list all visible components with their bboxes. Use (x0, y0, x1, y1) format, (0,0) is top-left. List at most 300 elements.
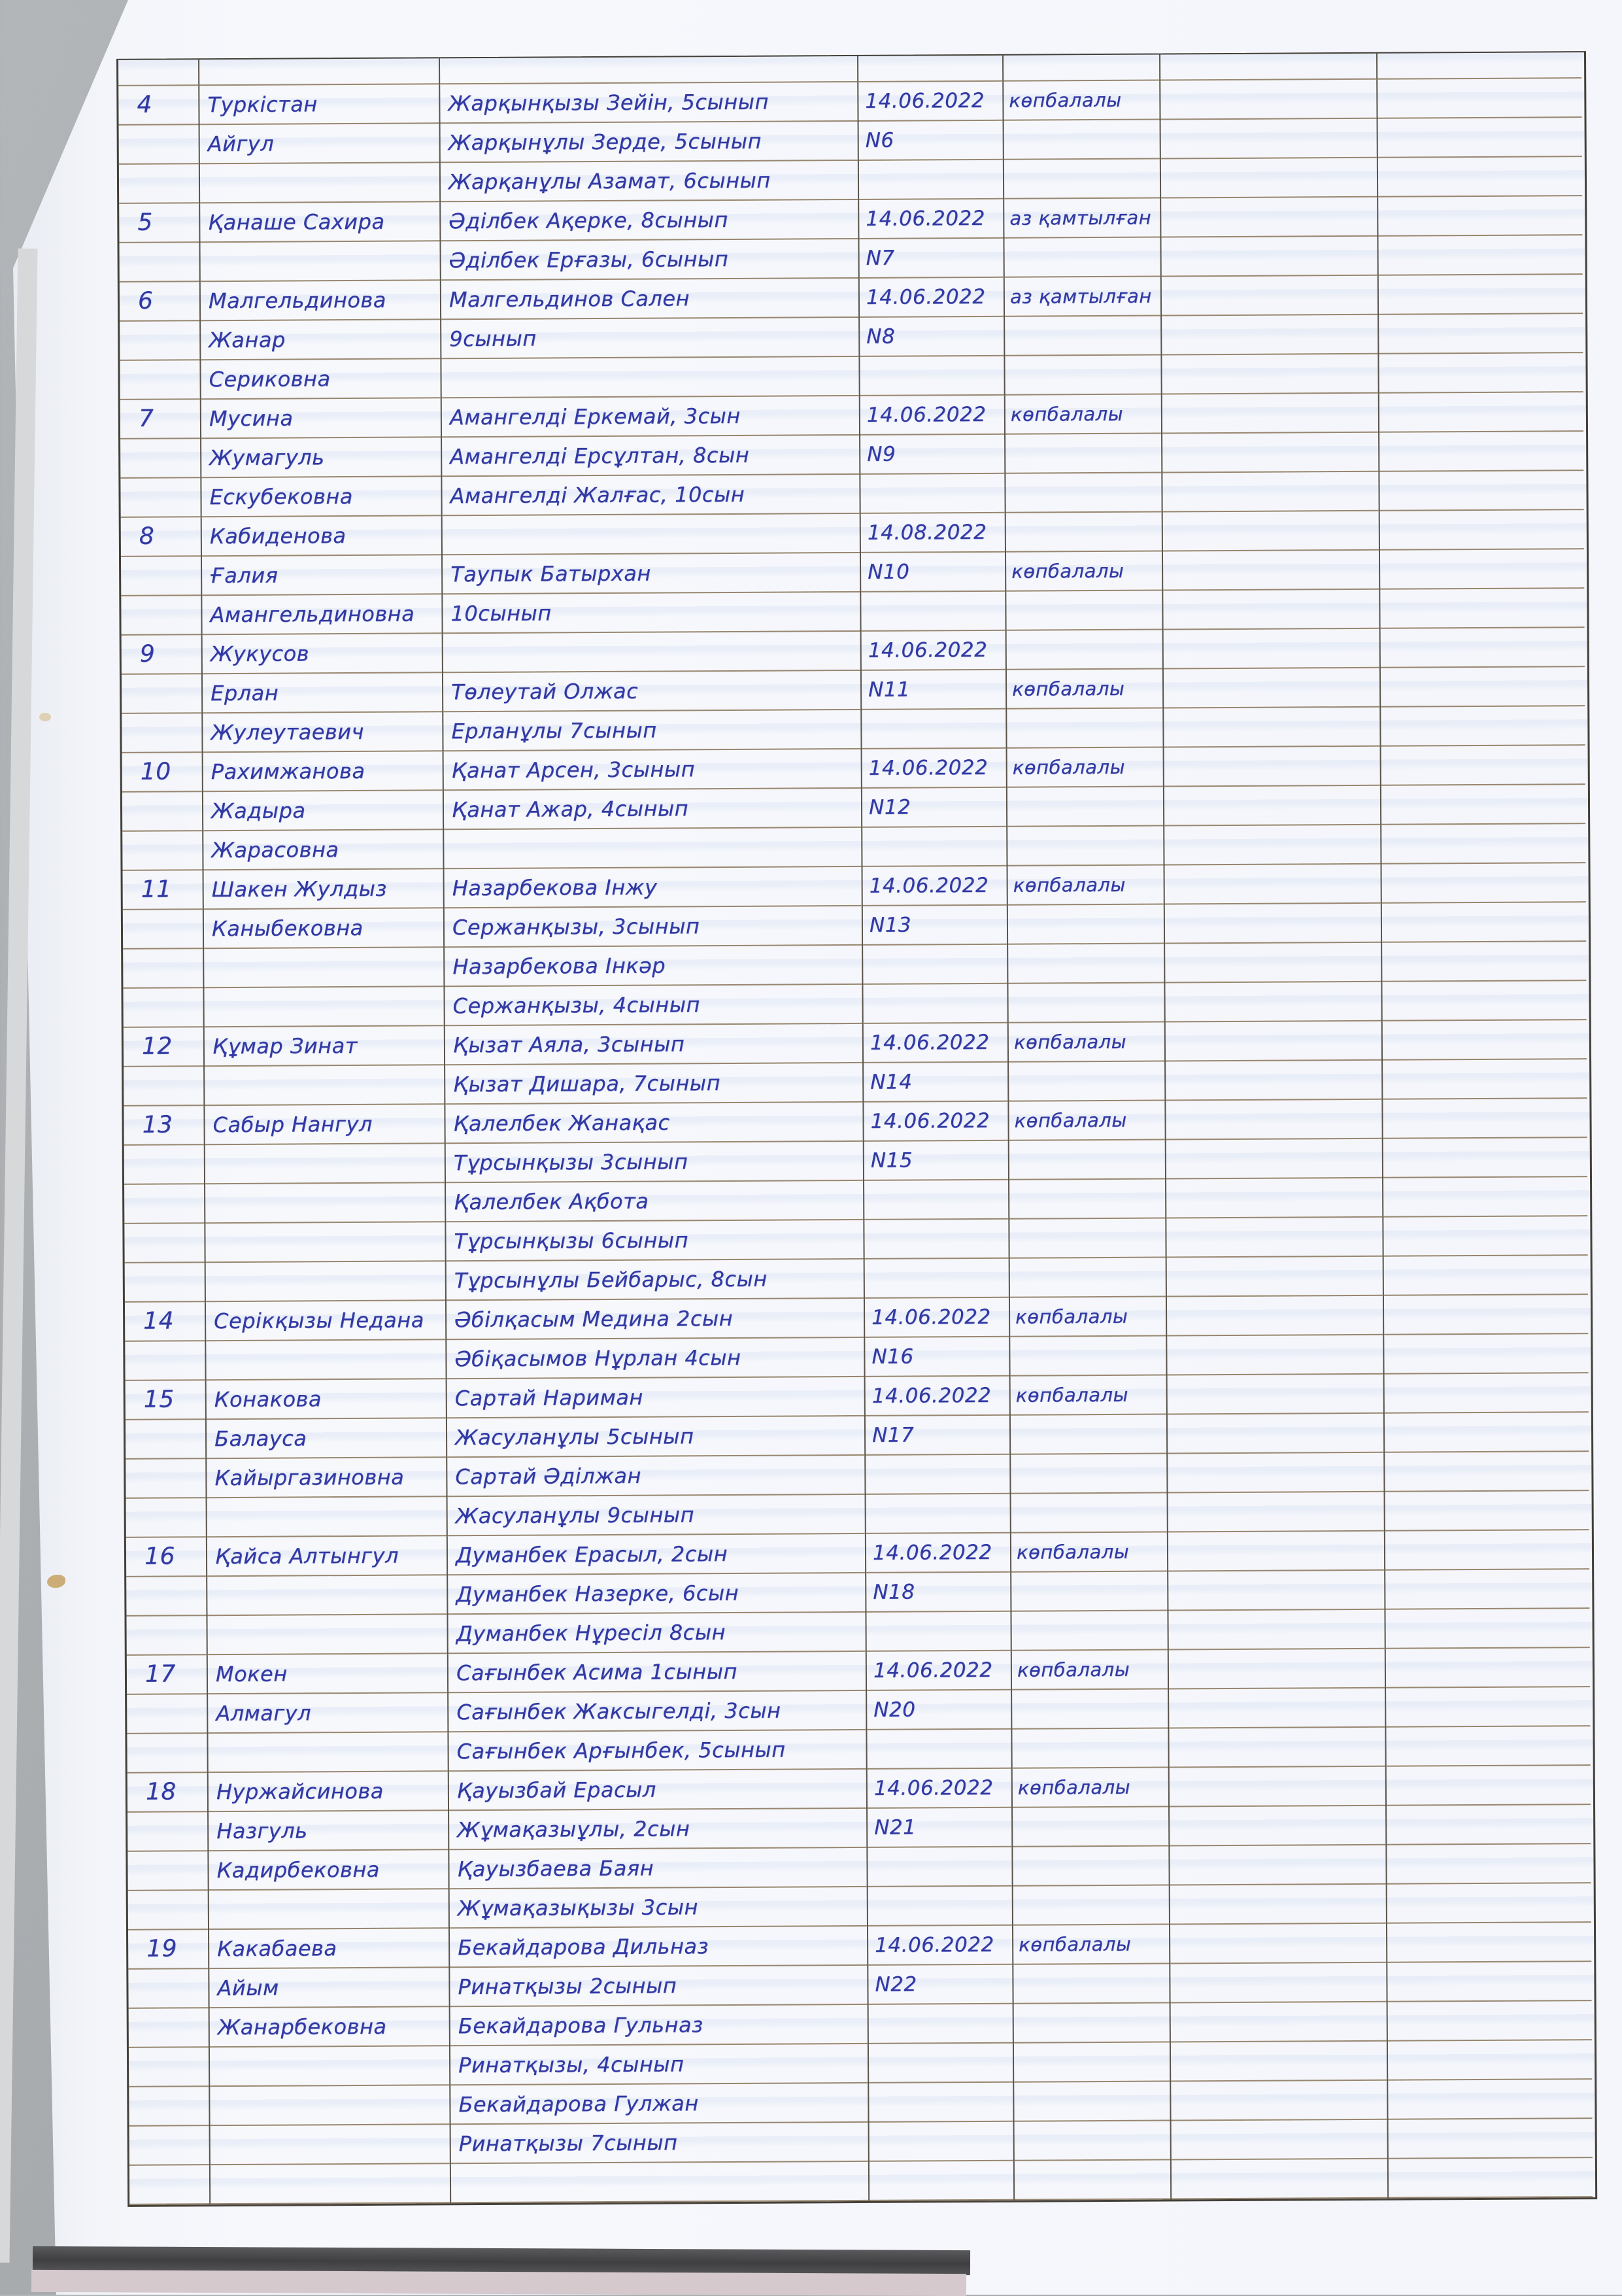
date-cell (866, 1377, 1011, 1534)
handwritten-text: көпбалалы (1011, 1376, 1166, 1416)
handwritten-text: 14.06.2022 (867, 1651, 1011, 1691)
children-cell (449, 1770, 868, 1928)
handwritten-text: 14.06.2022 (862, 631, 1005, 671)
empty-line (1161, 197, 1377, 238)
empty-line (1005, 473, 1161, 513)
empty-cell (1377, 52, 1581, 80)
handwritten-text: Малгельдинова (201, 281, 440, 321)
handwritten-text: Туркістан (199, 84, 439, 125)
handwritten-text: Каныбековна (204, 908, 443, 949)
handwritten-text: Жадыра (203, 791, 443, 831)
empty-line (1014, 2003, 1170, 2043)
empty-line (124, 1224, 204, 1263)
empty-line (1168, 1453, 1383, 1494)
table-row (126, 1373, 1592, 1538)
empty-line (860, 474, 1004, 514)
parent-name-cell (201, 281, 442, 400)
empty-line (1161, 119, 1377, 160)
empty-cell (1160, 54, 1377, 81)
empty-cell (1161, 197, 1379, 277)
empty-line (1166, 1178, 1382, 1219)
handwritten-text: 9 (122, 635, 201, 675)
parent-name-cell (203, 634, 444, 753)
handwritten-text: Балауса (207, 1418, 446, 1459)
empty-line (1386, 1687, 1590, 1728)
handwritten-text: Қызат Аяла, 3сынып (445, 1024, 862, 1065)
handwritten-text: көпбалалы (1004, 81, 1159, 121)
empty-line (1385, 1413, 1589, 1453)
handwritten-text: N20 (867, 1690, 1011, 1730)
handwritten-text: 14.06.2022 (860, 278, 1004, 318)
row-number-cell (120, 400, 202, 518)
empty-line (128, 1891, 208, 1930)
empty-line (1385, 1452, 1589, 1492)
empty-line (858, 56, 1002, 82)
empty-line (122, 831, 202, 871)
empty-line (1388, 2001, 1592, 2042)
empty-line (211, 2164, 450, 2204)
empty-line (1383, 1177, 1587, 1218)
empty-line (1167, 1335, 1383, 1376)
handwritten-text: N9 (860, 435, 1004, 475)
empty-line (129, 2008, 209, 2048)
handwritten-text: көпбалалы (1013, 1768, 1168, 1808)
empty-cell (1168, 1375, 1385, 1533)
handwritten-text: 15 (126, 1380, 205, 1420)
handwritten-text: Жарқынқызы Зейін, 5сынып (440, 82, 857, 124)
children-cell (443, 514, 862, 634)
status-cell (1004, 81, 1161, 199)
handwritten-text: 14.06.2022 (866, 1534, 1010, 1573)
empty-line (1379, 392, 1583, 433)
handwritten-text: көпбалалы (1006, 552, 1162, 592)
handwritten-text: Әбілқасым Медина 2сын (447, 1299, 864, 1340)
empty-cell (1384, 1295, 1589, 1375)
handwritten-text: Серікқызы Недана (206, 1301, 445, 1341)
date-cell (866, 1534, 1012, 1652)
handwritten-text: 9сынып (441, 318, 858, 359)
empty-line (127, 1851, 207, 1891)
empty-line (1011, 1415, 1166, 1455)
empty-line (1004, 55, 1159, 82)
empty-line (1164, 708, 1379, 748)
empty-line (121, 557, 201, 596)
empty-line (1162, 472, 1378, 513)
empty-line (863, 945, 1007, 985)
children-cell (444, 749, 863, 869)
status-cell (1009, 1101, 1167, 1298)
table-row (123, 863, 1589, 1028)
empty-line (1165, 943, 1381, 984)
empty-line (1388, 2080, 1592, 2120)
empty-line (1380, 510, 1584, 551)
children-cell (440, 56, 858, 84)
empty-line (1009, 1219, 1165, 1259)
handwritten-text: Кабиденова (202, 516, 441, 557)
handwritten-text: Шакен Жулдыз (204, 869, 443, 910)
parent-name-cell (201, 398, 443, 517)
empty-cell (1170, 1924, 1389, 2161)
empty-line (129, 2087, 209, 2127)
handwritten-text: Ринатқызы, 4сынып (450, 2044, 868, 2085)
empty-line (1387, 1923, 1591, 1963)
empty-line (1166, 1218, 1382, 1258)
handwritten-text: көпбалалы (1007, 670, 1162, 710)
handwritten-text: Қалелбек Жанақас (445, 1103, 862, 1144)
table-row (129, 2158, 1595, 2205)
handwritten-text: 18 (127, 1773, 207, 1813)
empty-line (1014, 2042, 1170, 2082)
empty-cell (1387, 1766, 1591, 1924)
empty-line (1385, 1530, 1589, 1571)
empty-line (124, 1145, 204, 1185)
empty-line (1381, 863, 1585, 904)
handwritten-text: N11 (862, 670, 1005, 710)
empty-line (865, 1259, 1009, 1299)
status-cell (1007, 748, 1165, 866)
children-cell (448, 1652, 868, 1772)
handwritten-text: N16 (865, 1337, 1009, 1377)
parent-name-cell (204, 869, 445, 1027)
handwritten-text: 13 (124, 1106, 203, 1146)
handwritten-text: көпбалалы (1007, 866, 1163, 906)
handwritten-text: Әбіқасымов Нұрлан 4сын (447, 1338, 864, 1379)
empty-line (1168, 1532, 1384, 1572)
status-cell (1015, 2160, 1172, 2200)
handwritten-text: Рахимжанова (203, 751, 443, 792)
handwritten-text: Әділбек Ақерке, 8сынып (441, 200, 858, 241)
children-cell (440, 82, 859, 202)
empty-cell (1380, 510, 1585, 629)
date-cell (868, 1926, 1015, 2162)
empty-line (866, 1494, 1010, 1534)
parent-name-cell (200, 202, 441, 282)
handwritten-text: Малгельдинов Сален (441, 279, 858, 320)
empty-line (1164, 747, 1380, 787)
empty-line (859, 160, 1003, 200)
empty-line (1387, 1766, 1591, 1806)
empty-line (862, 827, 1006, 867)
empty-cell (1383, 1099, 1588, 1296)
empty-line (209, 1889, 448, 1930)
empty-line (1013, 1964, 1169, 2004)
row-number-cell (129, 2165, 211, 2205)
parent-name-cell (199, 84, 441, 203)
handwritten-text: Амангелді Ерсұлтан, 8сын (442, 436, 859, 477)
empty-cell (1386, 1648, 1591, 1767)
empty-line (126, 1420, 205, 1460)
empty-line (869, 2083, 1013, 2123)
empty-line (119, 243, 199, 283)
empty-line (870, 2122, 1013, 2162)
handwritten-text: 14.06.2022 (860, 396, 1004, 436)
empty-line (200, 241, 439, 282)
empty-line (1008, 905, 1164, 945)
row-number-cell (118, 86, 200, 204)
row-number-cell (128, 1930, 211, 2166)
handwritten-text: Жанарбековна (210, 2007, 449, 2048)
parent-name-cell (206, 1301, 447, 1380)
handwritten-text: Какабаева (209, 1928, 448, 1969)
status-cell (1005, 395, 1163, 513)
empty-line (1005, 434, 1161, 474)
empty-line (1166, 1021, 1381, 1062)
date-cell (870, 2161, 1015, 2201)
table-row (122, 628, 1588, 753)
date-cell (864, 1102, 1010, 1299)
handwritten-text: Амангельдиновна (202, 594, 441, 635)
parent-name-cell (207, 1379, 448, 1537)
empty-line (119, 125, 199, 165)
status-cell (1007, 866, 1165, 1023)
handwritten-text: N7 (859, 239, 1003, 279)
registry-table (116, 51, 1597, 2207)
empty-line (1382, 981, 1586, 1021)
handwritten-text: Қауызбаева Баян (449, 1848, 866, 1889)
empty-line (1006, 513, 1162, 553)
empty-line (122, 792, 202, 832)
empty-line (204, 948, 443, 988)
handwritten-text: N10 (861, 553, 1005, 592)
handwritten-text: 10сынып (443, 592, 860, 634)
empty-cell (1162, 276, 1379, 395)
empty-line (1004, 160, 1160, 199)
empty-line (127, 1694, 207, 1734)
empty-line (1010, 1337, 1166, 1377)
empty-line (867, 1730, 1011, 1770)
empty-line (1166, 1061, 1381, 1101)
table-row (125, 1295, 1591, 1381)
empty-line (127, 1812, 207, 1852)
handwritten-text: N12 (862, 788, 1006, 828)
handwritten-text: Қанат Арсен, 3сынып (444, 749, 861, 791)
status-cell (1011, 1375, 1168, 1533)
empty-line (1379, 432, 1583, 472)
empty-line (1164, 825, 1380, 866)
handwritten-text: Қауызбай Ерасыл (449, 1770, 866, 1811)
handwritten-text: 6 (120, 282, 199, 322)
empty-line (121, 596, 201, 636)
empty-line (1013, 1885, 1169, 1925)
empty-line (451, 2162, 868, 2203)
empty-cell (1164, 629, 1381, 748)
empty-line (870, 2161, 1013, 2201)
handwritten-text: Төлеутай Олжас (443, 671, 860, 712)
empty-line (1012, 1689, 1168, 1729)
empty-line (1011, 1454, 1166, 1494)
empty-line (1163, 590, 1379, 630)
empty-line (443, 632, 860, 673)
empty-line (120, 439, 200, 479)
empty-line (1386, 1726, 1590, 1767)
parent-name-cell (209, 1928, 451, 2165)
handwritten-text: Жұмақазықызы 3сын (450, 1887, 867, 1928)
handwritten-text: Жасуланұлы 5сынып (447, 1416, 864, 1458)
children-cell (441, 279, 860, 398)
status-cell (1004, 199, 1162, 278)
empty-line (1378, 235, 1582, 276)
handwritten-text: 8 (121, 517, 201, 557)
empty-line (210, 2085, 449, 2126)
row-number-cell (125, 1302, 207, 1381)
handwritten-text: Амангелді Еркемай, 3сын (442, 396, 859, 437)
handwritten-text: Жарқынұлы Зерде, 5сынып (441, 122, 858, 163)
row-number-cell (119, 203, 201, 283)
empty-line (207, 1497, 447, 1537)
handwritten-text: 16 (126, 1537, 206, 1577)
empty-line (1378, 196, 1582, 237)
empty-line (1168, 1492, 1384, 1533)
handwritten-text: Сағынбек Арғынбек, 5сынып (448, 1730, 866, 1772)
handwritten-text: Ғалия (202, 555, 441, 596)
empty-line (868, 1887, 1012, 1927)
table-row (120, 392, 1587, 518)
table-row (127, 1648, 1593, 1773)
empty-line (1380, 549, 1584, 590)
empty-line (444, 828, 861, 869)
handwritten-text: Сағынбек Асима 1сынып (448, 1652, 866, 1693)
empty-line (122, 713, 201, 753)
handwritten-text: N15 (864, 1141, 1008, 1181)
status-cell (1012, 1650, 1170, 1768)
handwritten-text: 14.06.2022 (866, 1377, 1009, 1416)
empty-line (1169, 1728, 1385, 1768)
empty-cell (1160, 80, 1378, 199)
empty-cell (1383, 1020, 1587, 1100)
status-cell (1007, 630, 1164, 749)
handwritten-text: N21 (868, 1808, 1011, 1848)
handwritten-text: 11 (123, 870, 203, 910)
handwritten-text: Сағынбек Жаксыгелді, 3сын (448, 1691, 866, 1732)
empty-line (205, 1065, 444, 1106)
handwritten-text: Әділбек Ерғазы, 6сынып (441, 239, 858, 281)
empty-line (1009, 1062, 1164, 1102)
handwritten-text: Жарқанұлы Азамат, 6сынып (441, 161, 858, 202)
empty-cell (1168, 1532, 1386, 1651)
empty-line (1161, 237, 1377, 277)
handwritten-text: Қайса Алтынгул (207, 1536, 447, 1577)
handwritten-text: Сериковна (201, 359, 440, 400)
handwritten-text: 4 (118, 86, 198, 126)
empty-line (1170, 1845, 1385, 1886)
empty-line (1011, 1494, 1167, 1534)
handwritten-text: N8 (860, 317, 1004, 357)
table-row (122, 745, 1589, 871)
empty-cell (1377, 78, 1582, 197)
date-cell (858, 82, 1004, 200)
empty-cell (1166, 1021, 1383, 1101)
empty-cell (1172, 2159, 1389, 2200)
empty-line (1385, 1609, 1589, 1649)
status-cell (1011, 1532, 1169, 1651)
handwritten-text: Құмар Зинат (205, 1026, 444, 1067)
empty-cell (1164, 865, 1382, 1023)
empty-line (1385, 1373, 1589, 1414)
empty-line (1381, 785, 1585, 825)
handwritten-text: Мокен (208, 1654, 447, 1694)
handwritten-text: Тұрсынұлы Бейбарыс, 8сын (447, 1259, 864, 1301)
handwritten-text: Айгул (200, 124, 439, 164)
handwritten-text: 14.06.2022 (865, 1298, 1009, 1338)
empty-line (1013, 1807, 1168, 1847)
empty-line (1161, 158, 1377, 199)
empty-line (126, 1459, 205, 1499)
date-cell (862, 749, 1008, 867)
handwritten-text: N22 (868, 1965, 1012, 2005)
empty-cell (1167, 1296, 1385, 1376)
handwritten-text: Қанат Ажар, 4сынып (444, 789, 861, 830)
status-cell (1009, 1023, 1166, 1102)
children-cell (443, 632, 862, 751)
empty-line (1383, 1138, 1587, 1178)
empty-line (1378, 118, 1582, 158)
children-cell (450, 1927, 870, 2164)
handwritten-text: Ескубековна (201, 477, 441, 517)
empty-line (869, 2004, 1013, 2044)
empty-cell (1379, 275, 1583, 394)
empty-line (1168, 1414, 1383, 1454)
children-cell (451, 2162, 870, 2203)
parent-name-cell (207, 1536, 448, 1655)
empty-line (1383, 1020, 1587, 1061)
handwritten-text: 14.06.2022 (868, 1926, 1012, 1966)
empty-cell (1162, 394, 1380, 513)
empty-line (1167, 1296, 1383, 1337)
empty-line (440, 56, 857, 84)
empty-line (1384, 1256, 1588, 1296)
handwritten-text: Алмагул (208, 1693, 447, 1734)
table-row (120, 275, 1586, 400)
row-number-cell (124, 1106, 206, 1303)
handwritten-text: 7 (120, 400, 200, 439)
children-cell (447, 1299, 866, 1379)
page-edge-sliver (0, 248, 38, 2263)
handwritten-text: Нуржайсинова (209, 1772, 448, 1812)
parent-name-cell (211, 2164, 451, 2204)
empty-line (205, 1144, 445, 1184)
empty-line (119, 164, 199, 204)
empty-line (1389, 2119, 1593, 2159)
empty-line (1162, 354, 1377, 395)
empty-cell (1387, 1923, 1593, 2159)
date-cell (863, 866, 1009, 1024)
empty-line (1163, 551, 1379, 591)
empty-line (210, 2046, 449, 2087)
empty-line (1382, 902, 1586, 943)
parent-name-cell (199, 58, 440, 86)
table-row (128, 1923, 1595, 2166)
handwritten-text: Қалелбек Ақбота (446, 1181, 863, 1222)
handwritten-text: 14.06.2022 (863, 866, 1007, 906)
status-cell (1010, 1297, 1168, 1376)
empty-line (1168, 1571, 1384, 1611)
handwritten-text: 14.06.2022 (862, 749, 1006, 789)
handwritten-text: Сартай Әділжан (447, 1456, 864, 1497)
empty-line (207, 1615, 447, 1655)
handwritten-text: Жумагуль (201, 437, 441, 478)
empty-line (1171, 2042, 1387, 2082)
empty-line (1379, 275, 1583, 315)
row-number-cell (120, 282, 201, 400)
status-cell (1005, 277, 1162, 396)
handwritten-text: Бекайдарова Гулжан (450, 2083, 868, 2125)
empty-line (1378, 157, 1582, 197)
empty-line (200, 163, 439, 203)
empty-line (1170, 1806, 1385, 1847)
handwritten-text: Назгуль (209, 1811, 448, 1851)
empty-cell (1379, 392, 1584, 511)
handwritten-text: Бекайдарова Гульназ (450, 2005, 868, 2046)
